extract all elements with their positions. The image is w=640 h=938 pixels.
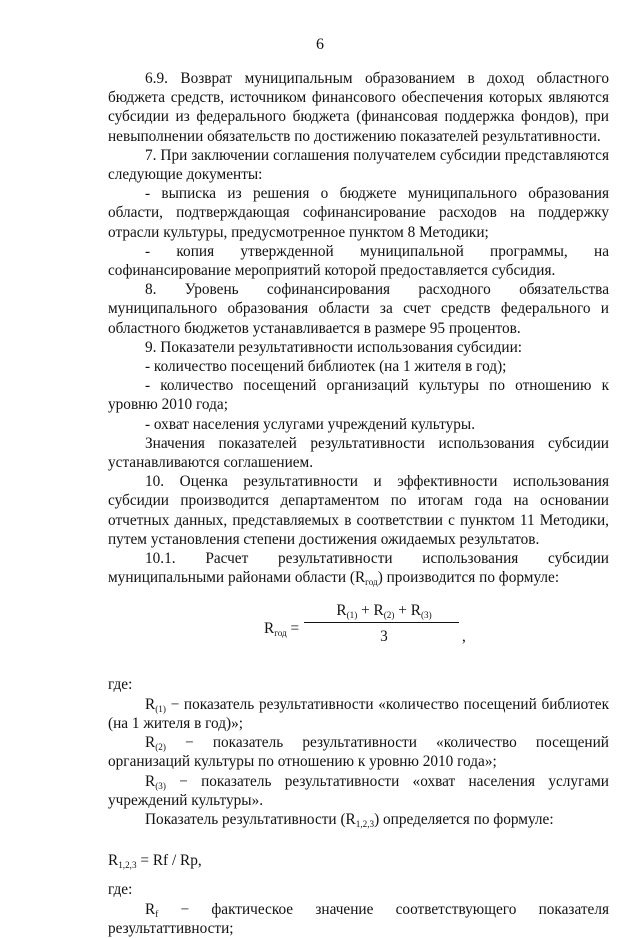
paragraph-9: 9. Показатели результативности использования субсидии: <box>145 338 523 356</box>
formula-r123: $R_{1,2,3} = Rf / Rp$, <box>108 852 202 871</box>
paragraph-10: 10. Оценка результативности и эффективности использования субсидии производится департаментом по итогам года на основании отчетных данных, представляемых в соответствии с пунктом 11 Методики, путем установления степени достижения ожидаемых результатов. <box>108 473 609 548</box>
indicator-sentence: Показатель результативности $(R_{1,2,3})$ определяется по формуле: <box>145 810 554 830</box>
formula-lhs: $R_{год}$ = <box>264 620 300 639</box>
paragraph-6-9: 6.9. Возврат муниципальным образованием в доход областного бюджета средств, источником финансового обеспечения которых являются субсидии из федерального бюджета (финансовая поддержка фондов), при невыполнении обязательств по достижению показателей результативности. <box>108 70 609 145</box>
paragraph-10-1: 10.1. Расчет результативности использования субсидии муниципальными районами области $(R_{год})$ производится по формуле: <box>108 550 609 588</box>
formula-r-god <box>108 601 609 661</box>
page-number: 6 <box>316 36 324 53</box>
paragraph-7: 7. При заключении соглашения получателем субсидии представляются следующие документы: <box>108 146 609 184</box>
where-label: где: <box>108 676 133 694</box>
paragraph-9-item-2: - количество посещений организаций культуры по отношению к уровню 2010 года; <box>108 377 609 414</box>
document-body <box>108 69 609 938</box>
paragraph-8: 8. Уровень софинансирования расходного обязательства муниципального образования области за счет средств федерального и областного бюджетов устанавливается в размере 95 процентов. <box>108 281 609 337</box>
formula-numerator: $R_{(1)} + R_{(2)} + R_{(3)}$ <box>336 602 432 621</box>
definition-r2: $R_{(2)}$ − показатель результативности «количество посещений организаций культуры по отношению к уровню 2010 года»; <box>108 734 609 771</box>
definition-r1: $R_{(1)}$ − показатель результативности «количество посещений библиотек (на 1 жителя в год)»; <box>108 695 609 732</box>
paragraph-7-item-1: - выписка из решения о бюджете муниципального образования области, подтверждающая софинансирование расходов на поддержку отрасли культуры, предусмотренное пунктом 8 Методики; <box>108 185 609 241</box>
paragraph-9-item-3: - охват населения услугами учреждений культуры. <box>145 415 476 433</box>
paragraph-9-values: Значения показателей результативности использования субсидии устанавливаются соглашением. <box>108 434 609 472</box>
paragraph-9-item-1: - количество посещений библиотек (на 1 жителя в год); <box>145 358 507 376</box>
definition-r3: $R_{(3)}$ − показатель результативности «охват населения услугами учреждений культуры». <box>108 772 609 809</box>
paragraph-7-item-2: - копия утвержденной муниципальной программы, на софинансирование мероприятий которой предоставляется субсидия. <box>108 242 609 280</box>
fraction-bar <box>304 622 459 623</box>
where-label-2: где: <box>108 881 133 899</box>
formula-comma: , <box>462 628 466 646</box>
formula-denominator: 3 <box>380 628 388 646</box>
definition-rf: $R_f$ − фактическое значение соответствующего показателя результаттивности; <box>108 900 609 937</box>
